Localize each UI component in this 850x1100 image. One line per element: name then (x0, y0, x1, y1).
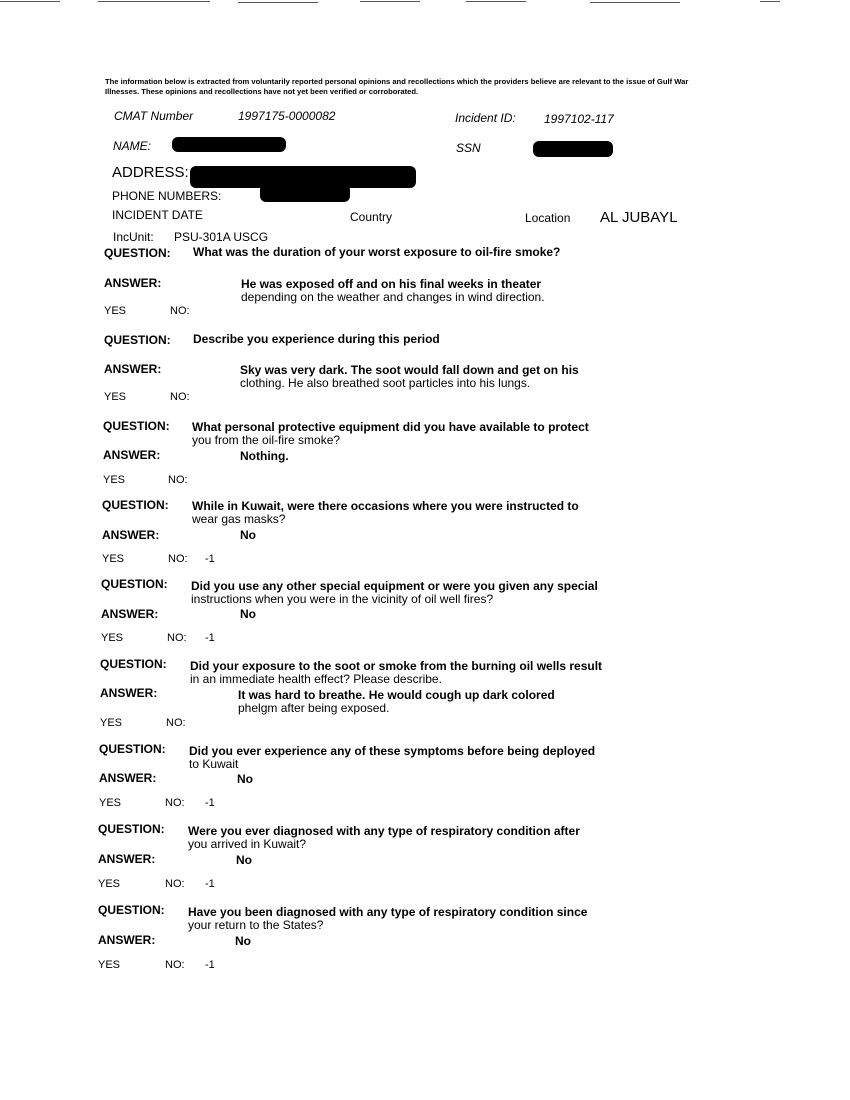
incident-date-label: INCIDENT DATE (112, 208, 203, 222)
yes-label: YES (99, 797, 122, 809)
yes-label: YES (98, 959, 121, 971)
question-text-line: you arrived in Kuwait? (188, 837, 307, 851)
question-text (192, 500, 579, 526)
location-value: AL JUBAYL (600, 209, 678, 226)
no-value: -1 (205, 878, 215, 890)
no-label: NO: (165, 797, 185, 809)
yes-label: YES (102, 553, 125, 565)
question-text-line: Did your exposure to the soot or smoke from the burning oil wells result (190, 659, 603, 673)
question-text (188, 825, 580, 851)
incunit-value: PSU-301A USCG (174, 230, 269, 244)
no-label: NO: (168, 474, 188, 486)
location-label: Location (525, 211, 571, 225)
answer-text-line: No (237, 772, 253, 786)
answer-text-line: phelgm after being exposed. (238, 701, 390, 715)
question-text (193, 333, 440, 346)
answer-label: ANSWER: (98, 933, 156, 947)
answer-text-line: No (236, 853, 252, 867)
question-label: QUESTION: (100, 657, 167, 671)
country-label: Country (350, 210, 393, 224)
question-text (193, 246, 560, 259)
question-text-line: your return to the States? (188, 918, 324, 932)
incident-id-value: 1997102-117 (544, 112, 614, 126)
cmat-number-label: CMAT Number (114, 109, 194, 123)
no-label: NO: (170, 391, 190, 403)
name-label: NAME: (113, 139, 152, 153)
question-label: QUESTION: (104, 333, 171, 347)
answer-text (240, 364, 579, 390)
yes-label: YES (104, 391, 127, 403)
answer-text-line: clothing. He also breathed soot particles into his lungs. (240, 376, 531, 390)
question-text (190, 660, 602, 686)
disclaimer-text: The information below is extracted from voluntarily reported personal opinions and recollections which the providers believe are relevant to the issue of Gulf War Illnesses. These opinions and recollections have not yet been verified or corroborated. (105, 77, 689, 96)
ssn-label: SSN (456, 141, 481, 155)
answer-text (236, 854, 252, 867)
answer-text-line: Sky was very dark. The soot would fall down and get on his (240, 363, 579, 377)
answer-text (235, 935, 251, 948)
answer-label: ANSWER: (104, 362, 162, 376)
answer-text-line: It was hard to breathe. He would cough up dark colored (238, 688, 555, 702)
yes-label: YES (100, 717, 123, 729)
yes-label: YES (98, 878, 121, 890)
answer-text-line: No (240, 607, 256, 621)
question-label: QUESTION: (99, 742, 166, 756)
no-label: NO: (170, 305, 190, 317)
cmat-number-value: 1997175-0000082 (238, 109, 336, 123)
question-text-line: Describe you experience during this period (193, 332, 440, 346)
question-text (192, 421, 589, 447)
no-label: NO: (167, 632, 187, 644)
answer-text-line: depending on the weather and changes in wind direction. (241, 290, 545, 304)
no-value: -1 (205, 632, 215, 644)
answer-text (240, 608, 256, 621)
question-text-line: instructions when you were in the vicinity of oil well fires? (191, 592, 494, 606)
no-label: NO: (168, 553, 188, 565)
answer-label: ANSWER: (102, 528, 160, 542)
answer-label: ANSWER: (100, 686, 158, 700)
question-label: QUESTION: (98, 822, 165, 836)
question-text-line: wear gas masks? (192, 512, 286, 526)
question-text-line: While in Kuwait, were there occasions where you were instructed to (192, 499, 579, 513)
yes-label: YES (101, 632, 124, 644)
question-text-line: Were you ever diagnosed with any type of respiratory condition after (188, 824, 580, 838)
question-label: QUESTION: (104, 246, 171, 260)
phone-numbers-label: PHONE NUMBERS: (112, 189, 222, 203)
no-label: NO: (166, 717, 186, 729)
no-value: -1 (205, 797, 215, 809)
yes-label: YES (103, 474, 126, 486)
question-text-line: What was the duration of your worst exposure to oil-fire smoke? (193, 245, 561, 259)
answer-label: ANSWER: (101, 607, 159, 621)
no-label: NO: (165, 878, 185, 890)
no-value: -1 (205, 553, 215, 565)
answer-text-line: He was exposed off and on his final weeks in theater (241, 277, 542, 291)
question-text (189, 745, 595, 771)
question-label: QUESTION: (98, 903, 165, 917)
question-text-line: Have you been diagnosed with any type of respiratory condition since (188, 905, 588, 919)
answer-label: ANSWER: (98, 852, 156, 866)
incident-id-label: Incident ID: (455, 111, 516, 125)
question-text (191, 580, 598, 606)
question-text-line: Did you use any other special equipment or were you given any special (191, 579, 598, 593)
no-label: NO: (165, 959, 185, 971)
answer-label: ANSWER: (103, 448, 161, 462)
question-label: QUESTION: (101, 577, 168, 591)
incunit-label: IncUnit: (113, 230, 154, 244)
question-text-line: in an immediate health effect? Please describe. (190, 672, 442, 686)
answer-text (237, 773, 253, 786)
question-text-line: you from the oil-fire smoke? (192, 433, 341, 447)
question-text-line: What personal protective equipment did you have available to protect (192, 420, 589, 434)
answer-text (240, 450, 289, 463)
yes-label: YES (104, 305, 127, 317)
question-label: QUESTION: (103, 419, 170, 433)
answer-text-line: No (240, 528, 256, 542)
answer-text (241, 278, 545, 304)
question-text-line: Did you ever experience any of these symptoms before being deployed (189, 744, 596, 758)
question-label: QUESTION: (102, 498, 169, 512)
question-text (188, 906, 587, 932)
answer-text-line: No (235, 934, 251, 948)
question-text-line: to Kuwait (189, 757, 239, 771)
answer-label: ANSWER: (99, 771, 157, 785)
no-value: -1 (205, 959, 215, 971)
answer-text-line: Nothing. (240, 449, 289, 463)
answer-text (238, 689, 555, 715)
address-label: ADDRESS: (112, 164, 189, 181)
answer-label: ANSWER: (104, 276, 162, 290)
answer-text (240, 529, 256, 542)
